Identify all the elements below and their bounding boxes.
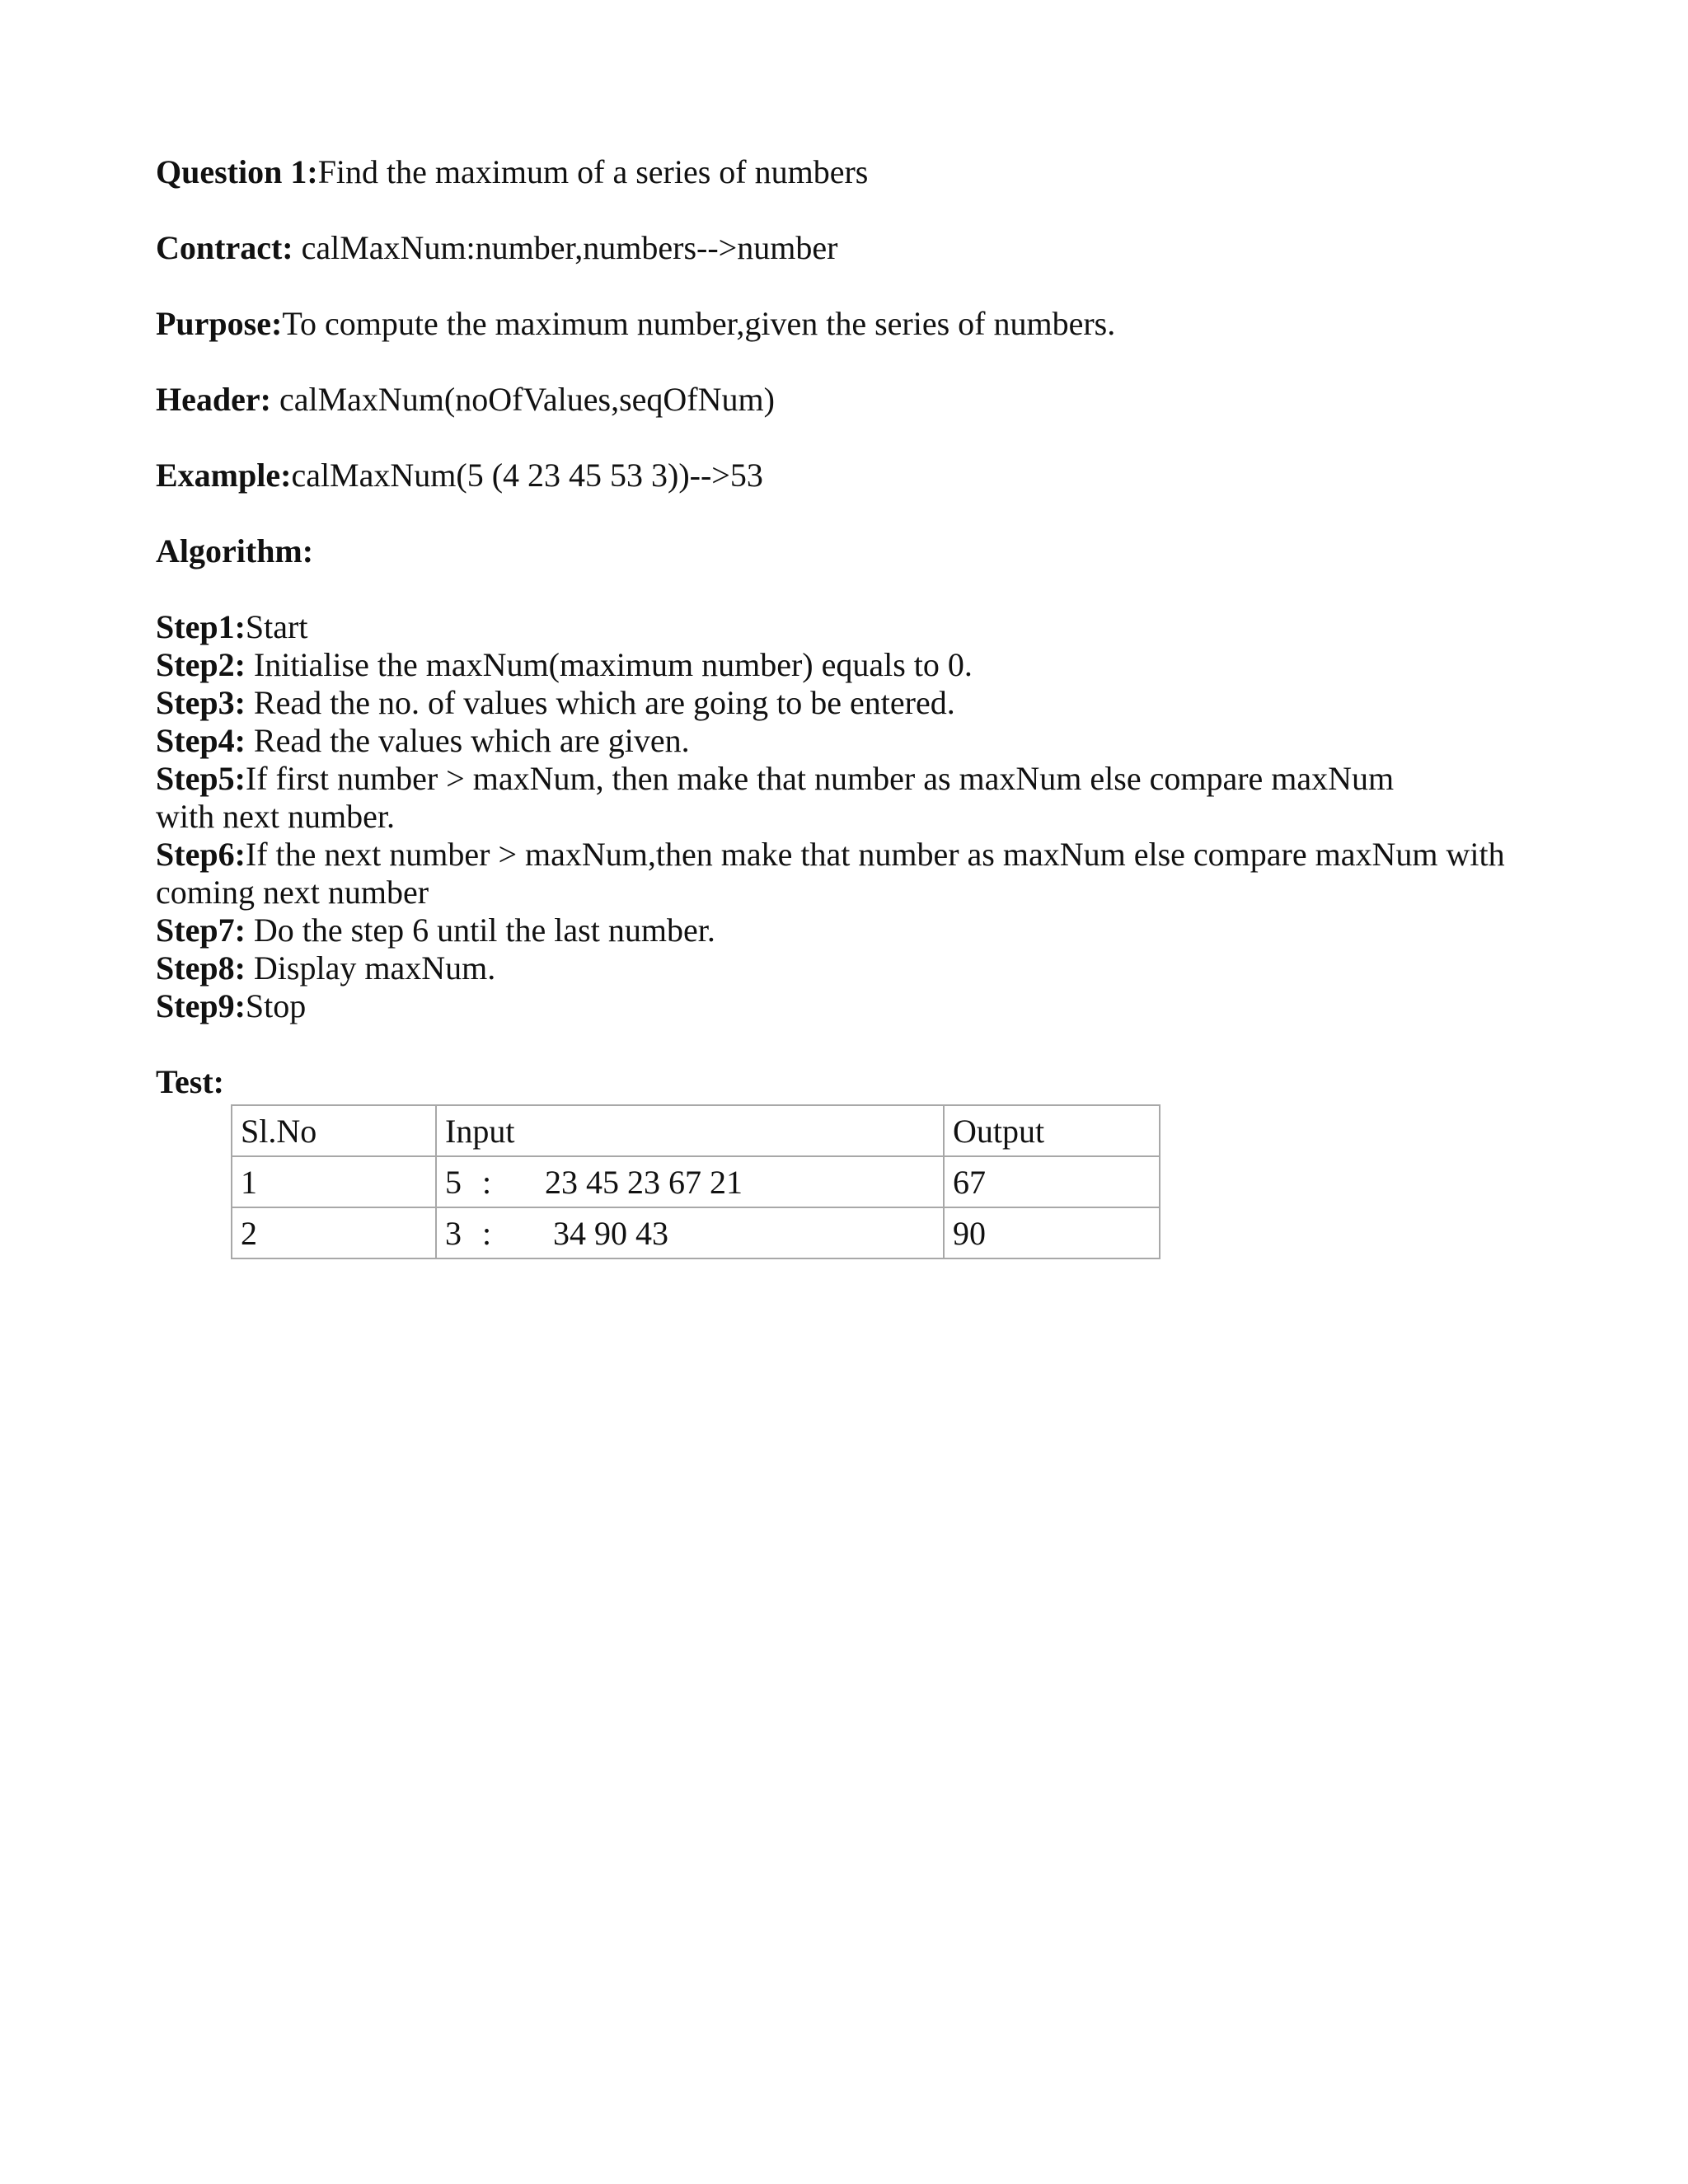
step-label: Step2:: [156, 646, 246, 683]
header-label: Header:: [156, 381, 271, 418]
example-text: calMaxNum(5 (4 23 45 53 3))-->53: [291, 457, 763, 494]
input-count: 3: [445, 1214, 462, 1252]
step-text: Stop: [245, 987, 307, 1024]
table-header-row: [232, 1105, 1160, 1156]
header-line: [156, 381, 775, 419]
test-table: [231, 1104, 1160, 1259]
step-1: [156, 608, 307, 646]
algorithm-heading: [156, 532, 313, 570]
step-label: Step8:: [156, 949, 246, 987]
step-9: [156, 987, 306, 1025]
purpose-text: To compute the maximum number,given the series of numbers.: [282, 305, 1116, 342]
question-text: Find the maximum of a series of numbers: [317, 153, 869, 190]
example-label: Example:: [156, 457, 292, 494]
input-values: 23 45 23 67 21: [545, 1163, 743, 1201]
cell-input: [436, 1156, 944, 1207]
header-cell-output: Output: [944, 1105, 1160, 1156]
step-text-continued: coming next number: [156, 874, 429, 911]
step-8: [156, 949, 495, 987]
step-label: Step4:: [156, 722, 246, 759]
step-text: Display maxNum.: [245, 949, 496, 987]
step-text: Do the step 6 until the last number.: [245, 912, 715, 949]
step-5-continued: [156, 798, 395, 836]
input-separator: :: [482, 1214, 492, 1252]
step-2: [156, 646, 973, 684]
question-label: Question 1:: [156, 153, 318, 190]
contract-text: calMaxNum:number,numbers-->number: [293, 229, 838, 266]
cell-slno: 1: [232, 1156, 436, 1207]
table-row: [232, 1207, 1160, 1258]
step-6: [156, 836, 1505, 874]
step-label: Step7:: [156, 912, 246, 949]
step-text: Read the no. of values which are going to be entered.: [245, 684, 955, 721]
cell-output: 67: [944, 1156, 1160, 1207]
cell-slno: 2: [232, 1207, 436, 1258]
step-6-continued: [156, 874, 429, 912]
header-text: calMaxNum(noOfValues,seqOfNum): [270, 381, 775, 418]
step-label: Step1:: [156, 608, 246, 645]
step-7: [156, 912, 715, 949]
test-heading: [156, 1063, 224, 1101]
step-text-continued: with next number.: [156, 798, 395, 835]
algorithm-label: Algorithm:: [156, 532, 314, 569]
header-cell-slno: Sl.No: [232, 1105, 436, 1156]
table-row: [232, 1156, 1160, 1207]
cell-input: [436, 1207, 944, 1258]
step-label: Step3:: [156, 684, 246, 721]
input-separator: :: [482, 1163, 492, 1201]
step-5: [156, 760, 1394, 798]
header-cell-input: Input: [436, 1105, 944, 1156]
step-text: Read the values which are given.: [245, 722, 690, 759]
step-3: [156, 684, 955, 722]
test-label: Test:: [156, 1063, 224, 1100]
input-values: 34 90 43: [545, 1214, 668, 1252]
contract-line: [156, 229, 837, 267]
contract-label: Contract:: [156, 229, 293, 266]
input-count: 5: [445, 1163, 462, 1201]
cell-output: 90: [944, 1207, 1160, 1258]
step-label: Step9:: [156, 987, 246, 1024]
example-line: [156, 457, 763, 494]
step-text: If first number > maxNum, then make that number as maxNum else compare maxNum: [245, 760, 1395, 797]
step-text: Initialise the maxNum(maximum number) equals to 0.: [245, 646, 973, 683]
step-text: If the next number > maxNum,then make that number as maxNum else compare maxNum with: [245, 836, 1505, 873]
purpose-label: Purpose:: [156, 305, 283, 342]
step-text: Start: [245, 608, 308, 645]
step-label: Step5:: [156, 760, 246, 797]
question-line: [156, 153, 868, 191]
step-4: [156, 722, 690, 760]
step-label: Step6:: [156, 836, 246, 873]
purpose-line: [156, 305, 1115, 343]
